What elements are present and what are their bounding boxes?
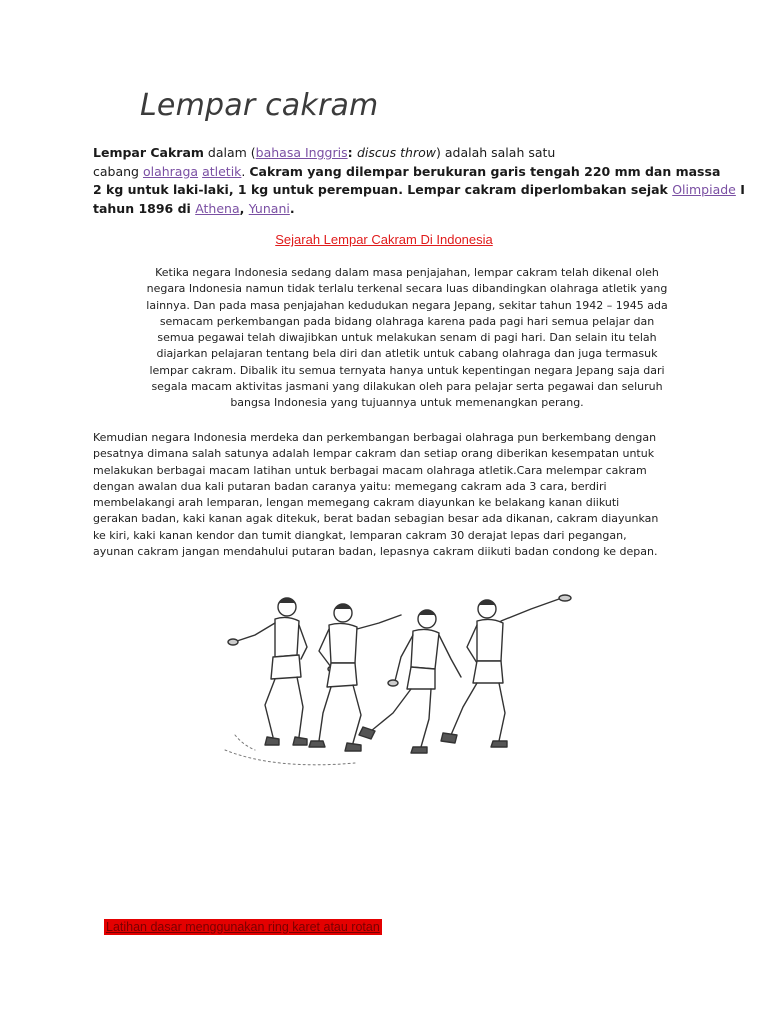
intro-text: dalam ( [203,145,256,160]
intro-line-2 [93,163,721,182]
intro-line-3 [93,181,745,200]
paragraph-line: segala macam aktivitas jasmani yang dilakukan oleh para pelajar serta pegawai dan seluruh [151,380,663,394]
paragraph-line: gerakan badan, kaki kanan agak ditekuk, berat badan sebagian besar ada dikanan, cakram diayunkan [93,512,659,526]
page-title: Lempar cakram [140,88,379,123]
intro-bold-text: , [239,200,249,216]
intro-bold-text: tahun 1896 di [93,200,196,216]
intro-line-1 [93,144,693,163]
paragraph-line: melakukan berbagai macam latihan untuk berbagai macam olahraga atletik.Cara melempar cakram [93,463,647,477]
paragraph-line: negara Indonesia namun tidak terlalu terkenal secara luas dibandingkan olahraga atletik yang [146,282,668,296]
paragraph-line: semua pegawai telah diwajibkan untuk melakukan senam di pagi hari. Dan selain itu telah [157,331,657,345]
link-bahasa-inggris[interactable]: bahasa Inggris [255,145,348,160]
intro-paragraph [93,144,745,218]
athlete-pose-4 [441,595,571,747]
intro-bold-text: I [735,182,745,197]
athlete-pose-3 [359,610,461,753]
paragraph-line: Ketika negara Indonesia sedang dalam masa penjajahan, lempar cakram telah dikenal oleh [155,266,659,279]
link-yunani[interactable]: Yunani [248,200,290,216]
link-atletik[interactable]: atletik [202,163,242,179]
paragraph-line: ke kiri, kaki kanan kendor dan tumit diangkat, lemparan cakram 30 derajat lepas dari pegangan, [93,528,627,542]
athlete-pose-2 [309,604,401,751]
athlete-pose-1 [228,598,307,745]
paragraph-line: pesatnya dimana salah satunya adalah lempar cakram dan setiap orang diberikan kesempatan untuk [93,447,655,461]
link-olahraga[interactable]: olahraga [142,163,199,179]
intro-bold-text: 2 kg untuk laki-laki, 1 kg untuk perempuan. Lempar cakram diperlombakan sejak [93,182,673,197]
intro-text: cabang [93,163,143,179]
intro-line-4 [93,200,693,219]
paragraph-line: semacam perkembangan pada bidang olahraga karena pada pagi hari semua pelajar dan [159,314,655,328]
intro-bold-text: Cakram yang dilempar berukuran garis tengah 220 mm dan massa [249,163,721,179]
paragraph-line: dengan awalan dua kali putaran badan caranya yaitu: memegang cakram ada 3 cara, berdiri [93,479,607,493]
link-olimpiade[interactable]: Olimpiade [672,182,736,197]
intro-bold-text: . [289,200,295,216]
paragraph-line: ayunan cakram jangan mendahului putaran badan, lepasnya cakram diikuti badan condong ke depan. [93,545,658,559]
section-heading: Sejarah Lempar Cakram Di Indonesia [275,232,493,247]
italic-term: discus throw [356,145,436,160]
paragraph-line: lainnya. Dan pada masa penjajahan kedudukan negara Jepang, sekitar tahun 1942 – 1945 ada [146,298,668,312]
paragraph-line: Kemudian negara Indonesia merdeka dan perkembangan berbagai olahraga pun berkembang dengan [93,431,657,444]
history-paragraph [138,265,676,412]
link-athena[interactable]: Athena [195,200,240,216]
technique-paragraph [93,430,693,560]
discus-throw-illustration [215,585,580,775]
intro-text: ) adalah salah satu [436,145,556,160]
paragraph-line: bangsa Indonesia yang tujuannya untuk memenangkan perang. [230,396,584,410]
paragraph-line: membelakangi arah lemparan, lengan memegang cakram diayunkan ke belakang kanan diikuti [93,496,620,510]
caption-highlight: Latihan dasar menggunakan ring karet atau rotan [106,920,380,934]
paragraph-line: lempar cakram. Dibalik itu semua ternyata hanya untuk kepentingan negara Jepang saja dari [149,363,665,377]
intro-text: . [241,163,250,179]
intro-colon: : [347,145,357,160]
bold-term: Lempar Cakram [93,145,204,160]
paragraph-line: diajarkan pelajaran tentang bela diri dan atletik untuk cabang olahraga dan juga termasuk [156,347,658,361]
